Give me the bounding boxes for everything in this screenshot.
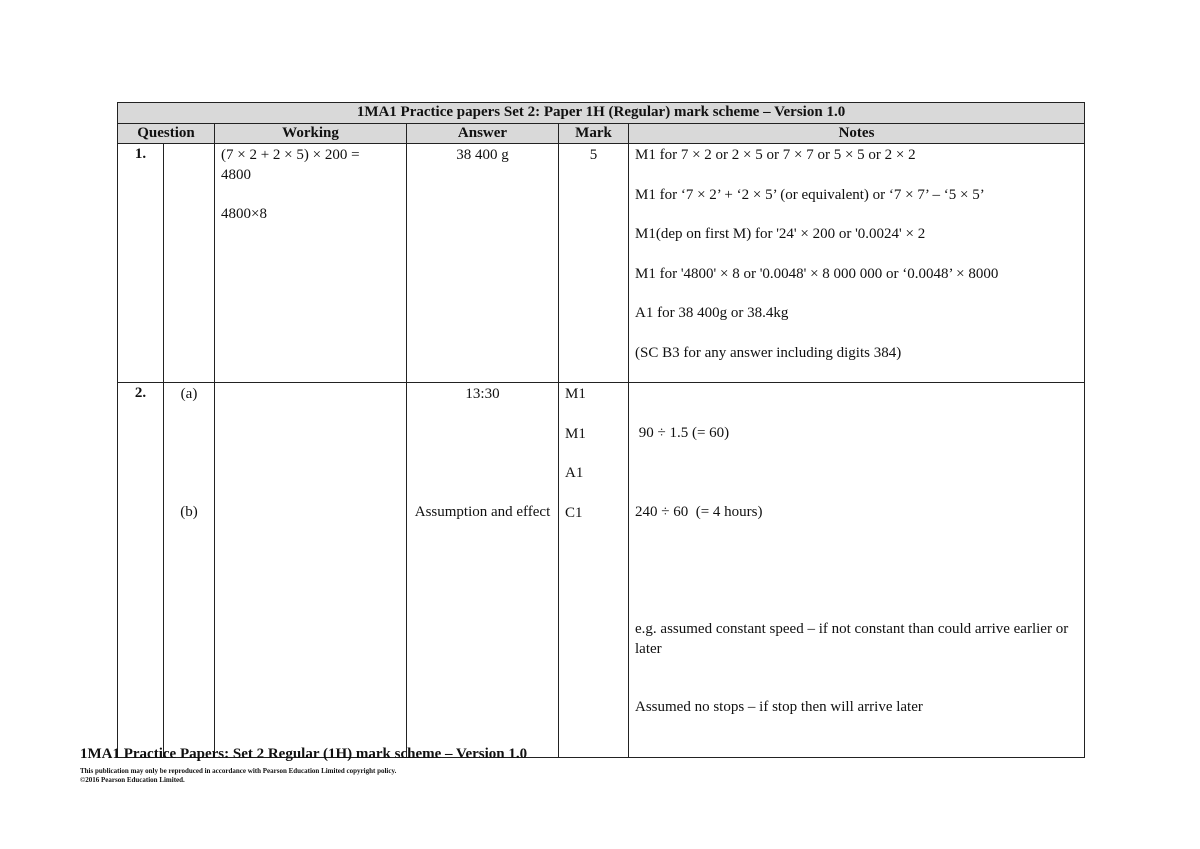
answer-q2b: Assumption and effect [414,504,551,520]
note-q1-6: (SC B3 for any answer including digits 384) [635,344,902,361]
mark-q1-text: 5 [589,147,598,163]
answer-q2a: 13:30 [465,386,500,402]
mark-q2a-3: A1 [565,465,584,481]
table-row-q2 [118,383,1085,758]
notes-q1 [629,144,1085,383]
notes-q2 [629,383,1085,758]
answer-q1 [407,144,559,383]
note-q1-2: M1 for ‘7 × 2’ + ‘2 × 5’ (or equivalent) or ‘7 × 7’ – ‘5 × 5’ [635,186,985,203]
note-q1-4: M1 for '4800' × 8 or '0.0048' × 8 000 000 or ‘0.0048’ × 8000 [635,265,999,282]
note-q2b-1: e.g. assumed constant speed – if not constant than could arrive earlier or later [635,621,1072,657]
working-q1-line1: (7 × 2 + 2 × 5) × 200 = [221,147,360,163]
working-q1 [215,144,407,383]
table-row-q1 [118,144,1085,383]
question-number-2: 2. [118,383,164,758]
mark-q1 [559,144,629,383]
note-q1-1: M1 for 7 × 2 or 2 × 5 or 7 × 7 or 5 × 5 or 2 × 2 [635,147,916,163]
note-q1-5: A1 for 38 400g or 38.4kg [635,305,789,321]
working-q1-line2: 4800 [221,166,251,183]
header-question: Question [118,124,215,144]
part-b-label: (b) [180,504,198,520]
header-notes: Notes [629,124,1085,144]
header-working: Working [215,124,407,144]
question-part-1 [164,144,215,383]
footer-title: 1MA1 Practice Papers: Set 2 Regular (1H) mark scheme – Version 1.0 [80,746,528,762]
part-a-label: (a) [180,386,198,402]
working-q2 [215,383,407,758]
note-q2a-1: 90 ÷ 1.5 (= 60) [635,425,730,441]
question-parts-2 [164,383,215,758]
note-q1-3: M1(dep on first M) for '24' × 200 or '0.0024' × 2 [635,226,926,242]
table-title: 1MA1 Practice papers Set 2: Paper 1H (Regular) mark scheme – Version 1.0 [118,103,1085,124]
working-q1-line3: 4800×8 [221,205,267,222]
answer-q2 [407,383,559,758]
mark-q2a-1: M1 [565,386,586,402]
header-answer: Answer [407,124,559,144]
footer-copyright: ©2016 Pearson Education Limited. [80,776,185,784]
footer-copyright-policy: This publication may only be reproduced in accordance with Pearson Education Limited copyright policy. [80,767,397,775]
question-number-1: 1. [118,144,164,383]
header-mark: Mark [559,124,629,144]
mark-scheme-table [117,102,1085,758]
note-q2a-2: 240 ÷ 60 (= 4 hours) [635,503,763,520]
mark-q2b: C1 [565,504,583,521]
answer-q1-text: 38 400 g [456,147,509,163]
mark-q2a-2: M1 [565,425,586,442]
note-q2b-2: Assumed no stops – if stop then will arrive later [635,699,923,715]
mark-q2 [559,383,629,758]
